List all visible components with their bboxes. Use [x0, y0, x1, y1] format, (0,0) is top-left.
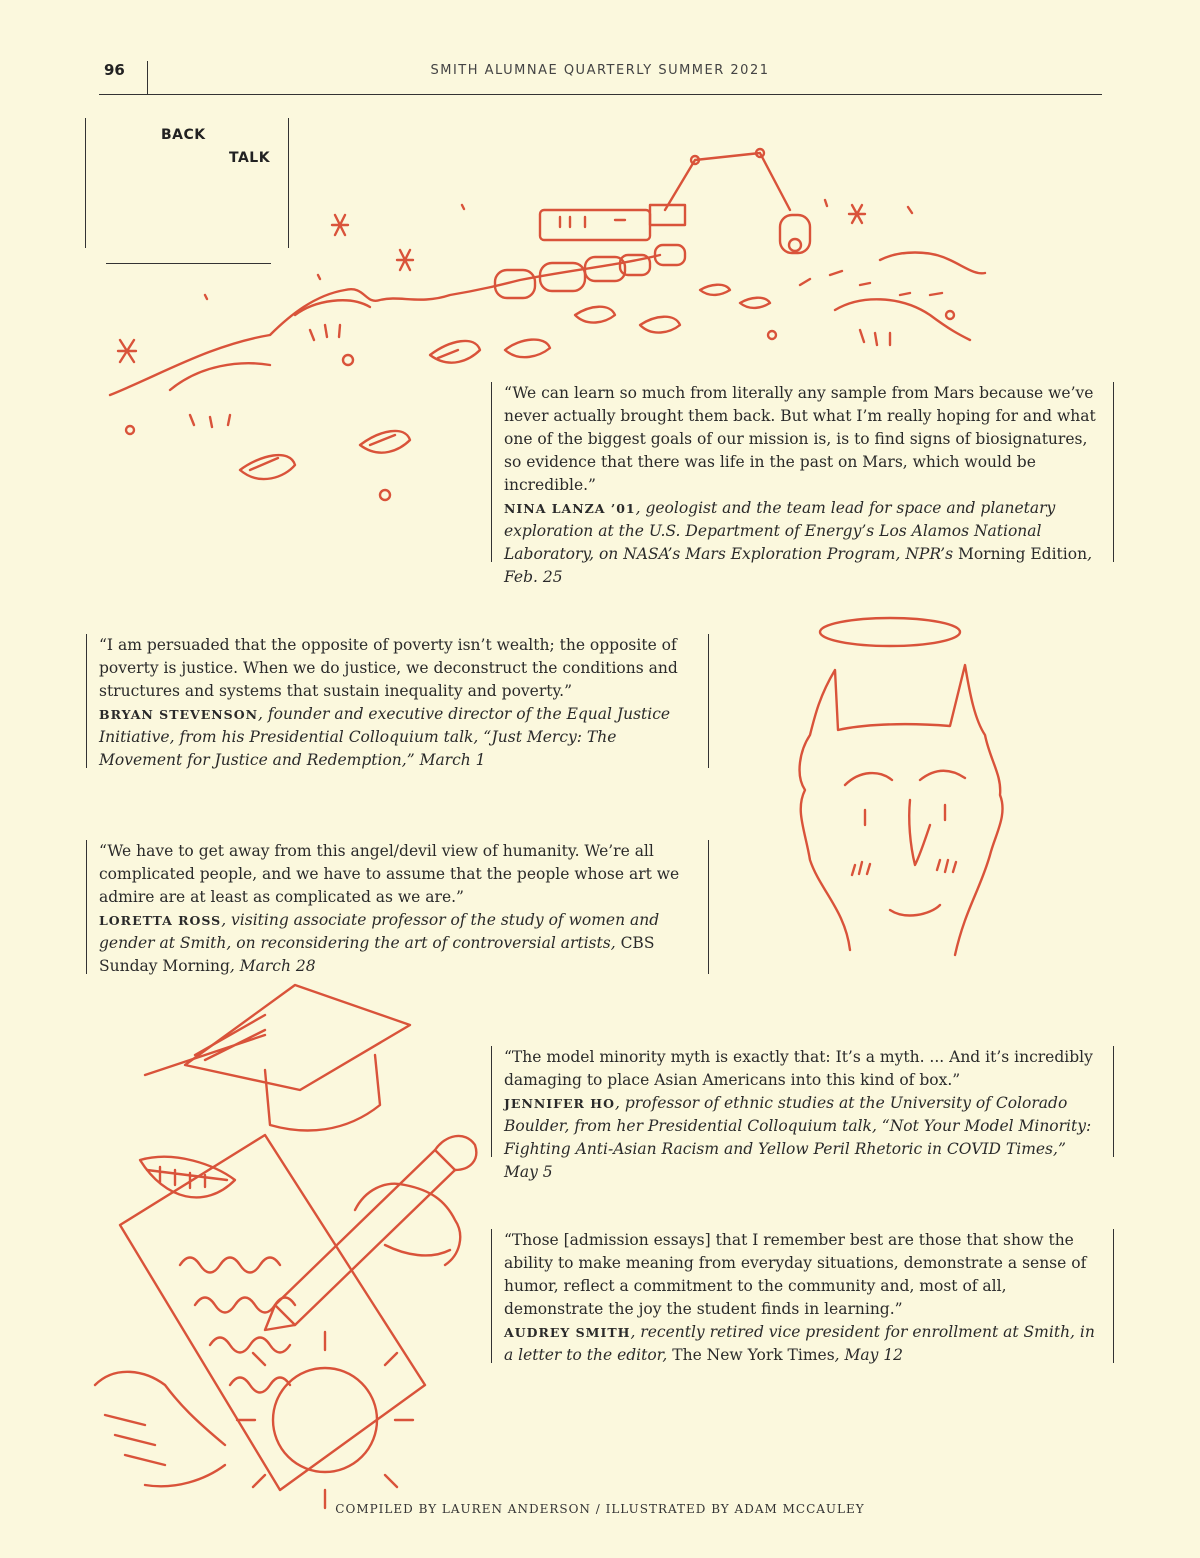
quote-attribution: , geologist and the team lead for space and planetary exploration at the U.S. Department of Energy’s Los Alamos National Laboratory, on NASA’s Mars Exploration Program, NPR’s [504, 499, 1056, 563]
quote-attribution: , professor of ethnic studies at the University of Colorado Boulder, from her Presidential Colloquium talk, “Not Your Model Minority: Fighting Anti-Asian Racism and Yellow Peril Rhetoric in COVID Times,” May 5 [504, 1094, 1092, 1181]
section-title-talk: TALK [229, 150, 271, 166]
quote-block-smith [491, 1229, 1114, 1363]
quote-attribution: , founder and executive director of the Equal Justice Initiative, from his Presidential Colloquium talk, “Just Mercy: The Movement for Justice and Redemption,” March 1 [99, 705, 671, 769]
credits-line: COMPILED BY LAUREN ANDERSON / ILLUSTRATED BY ADAM MCCAULEY [335, 1502, 865, 1516]
quote-publication: The New York Times [672, 1346, 835, 1364]
quote-date: , March 28 [229, 957, 316, 975]
quote-text: “We have to get away from this angel/devil view of humanity. We’re all complicated people, and we have to assume that the people whose art we admire are at least as complicated as we are.” [99, 842, 680, 906]
page-number: 96 [104, 61, 125, 79]
quote-block-ho [491, 1046, 1114, 1181]
header-divider [147, 61, 148, 94]
quote-date: , May 12 [834, 1346, 904, 1364]
quote-publication: CBS Sunday Morning [99, 934, 655, 975]
quote-text: “I am persuaded that the opposite of poverty isn’t wealth; the opposite of poverty is justice. When we do justice, we deconstruct the conditions and structures and systems that sustain inequality and poverty.” [99, 636, 678, 700]
quote-text: “We can learn so much from literally any sample from Mars because we’ve never actually brought them back. But what I’m really hoping for and what one of the biggest goals of our mission is, is to find signs of biosignatures, so evidence that there was life in the past on Mars, which would be incredible.” [504, 384, 1096, 494]
running-header: SMITH ALUMNAE QUARTERLY SUMMER 2021 [430, 63, 770, 78]
quote-speaker-name: LORETTA ROSS [99, 913, 222, 928]
quote-attribution: , recently retired vice president for enrollment at Smith, in a letter to the editor, [504, 1323, 1095, 1364]
quote-speaker-name: NINA LANZA ’01 [504, 501, 636, 516]
quote-block-stevenson [86, 634, 709, 768]
quote-speaker-name: JENNIFER HO [504, 1096, 615, 1111]
section-title-back: BACK [161, 127, 206, 143]
quote-attribution: , visiting associate professor of the study of women and gender at Smith, on reconsidering the art of controversial artists, [99, 911, 660, 952]
quote-text: “The model minority myth is exactly that: It’s a myth. ... And it’s incredibly damaging to place Asian Americans into this kind of box.” [504, 1048, 1093, 1089]
graduation-essay-illustration [85, 985, 485, 1505]
quote-block-ross [86, 840, 709, 974]
quote-text: “Those [admission essays] that I remember best are those that show the ability to make meaning from everyday situations, demonstrate a sense of humor, reflect a commitment to the community and, most of all, demonstrate the joy the student finds in learning.” [504, 1231, 1087, 1318]
angel-devil-face-illustration [780, 610, 1030, 970]
header-rule [99, 94, 1102, 95]
quote-speaker-name: BRYAN STEVENSON [99, 707, 259, 722]
quote-date: , Feb. 25 [504, 545, 1092, 586]
quote-speaker-name: AUDREY SMITH [504, 1325, 631, 1340]
quote-publication: Morning Edition [957, 545, 1088, 563]
section-box-left-rule [85, 118, 86, 248]
quote-block-lanza [491, 382, 1114, 586]
